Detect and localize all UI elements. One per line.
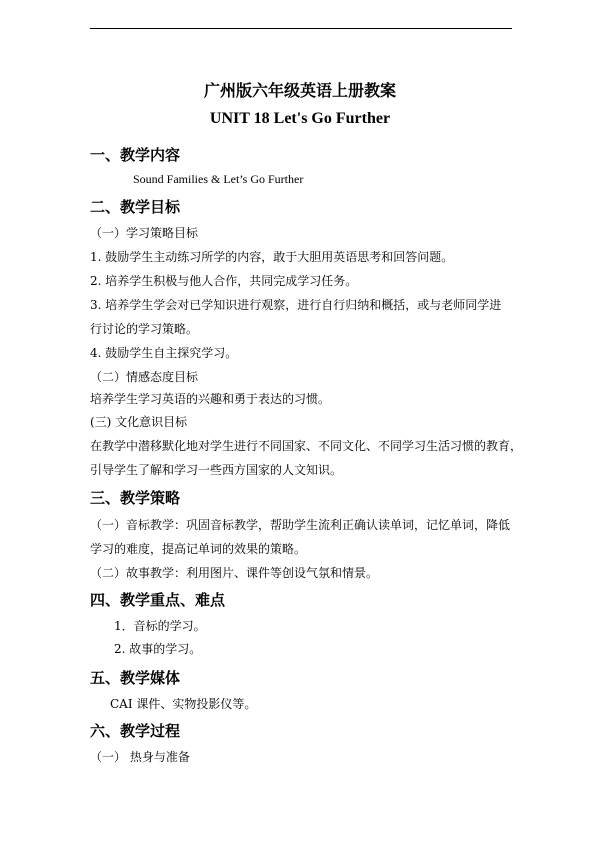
- section-heading: 一、教学内容: [90, 146, 181, 164]
- list-item: 1．音标的学习。: [114, 619, 206, 633]
- paragraph-line: CAI 课件、实物投影仪等。: [110, 697, 257, 711]
- paragraph-line: Sound Families & Let’s Go Further: [133, 172, 304, 186]
- list-item: 1. 鼓励学生主动练习所学的内容，敢于大胆用英语思考和回答问题。: [90, 250, 454, 264]
- subsection-heading: （二）情感态度目标: [90, 370, 199, 384]
- list-item: 4. 鼓励学生自主探究学习。: [90, 346, 238, 360]
- list-item: 3. 培养学生学会对已学知识进行观察，进行自行归纳和概括，或与老师同学进: [90, 298, 502, 312]
- list-item: 2. 故事的学习。: [114, 642, 202, 656]
- header-rule: [90, 28, 512, 29]
- paragraph-line: 引导学生了解和学习一些西方国家的人文知识。: [90, 463, 343, 477]
- unit-title: UNIT 18 Let's Go Further: [209, 110, 391, 127]
- section-heading: 五、教学媒体: [90, 669, 181, 687]
- paragraph-line: （二）故事教学：利用图片、课件等创设气氛和情景。: [90, 566, 379, 580]
- section-heading: 六、教学过程: [90, 722, 181, 740]
- document-title: 广州版六年级英语上册教案: [203, 81, 396, 100]
- list-item: 2. 培养学生积极与他人合作，共同完成学习任务。: [90, 274, 358, 288]
- paragraph-line: 培养学生学习英语的兴趣和勇于表达的习惯。: [90, 392, 331, 406]
- section-heading: 二、教学目标: [90, 198, 181, 216]
- paragraph-line: （一）音标教学：巩固音标教学，帮助学生流利正确认读单词，记忆单词，降低: [90, 518, 511, 532]
- paragraph-line: 在教学中潜移默化地对学生进行不同国家、不同文化、不同学习生活习惯的教育，: [90, 439, 523, 453]
- subsection-heading: (三) 文化意识目标: [90, 415, 188, 429]
- subsection-heading: （一） 热身与准备: [90, 750, 190, 764]
- section-heading: 四、教学重点、难点: [90, 591, 226, 609]
- section-heading: 三、教学策略: [90, 489, 181, 507]
- list-item-continuation: 行讨论的学习策略。: [90, 322, 199, 336]
- paragraph-line: 学习的难度，提高记单词的效果的策略。: [90, 542, 307, 556]
- subsection-heading: （一）学习策略目标: [90, 226, 199, 240]
